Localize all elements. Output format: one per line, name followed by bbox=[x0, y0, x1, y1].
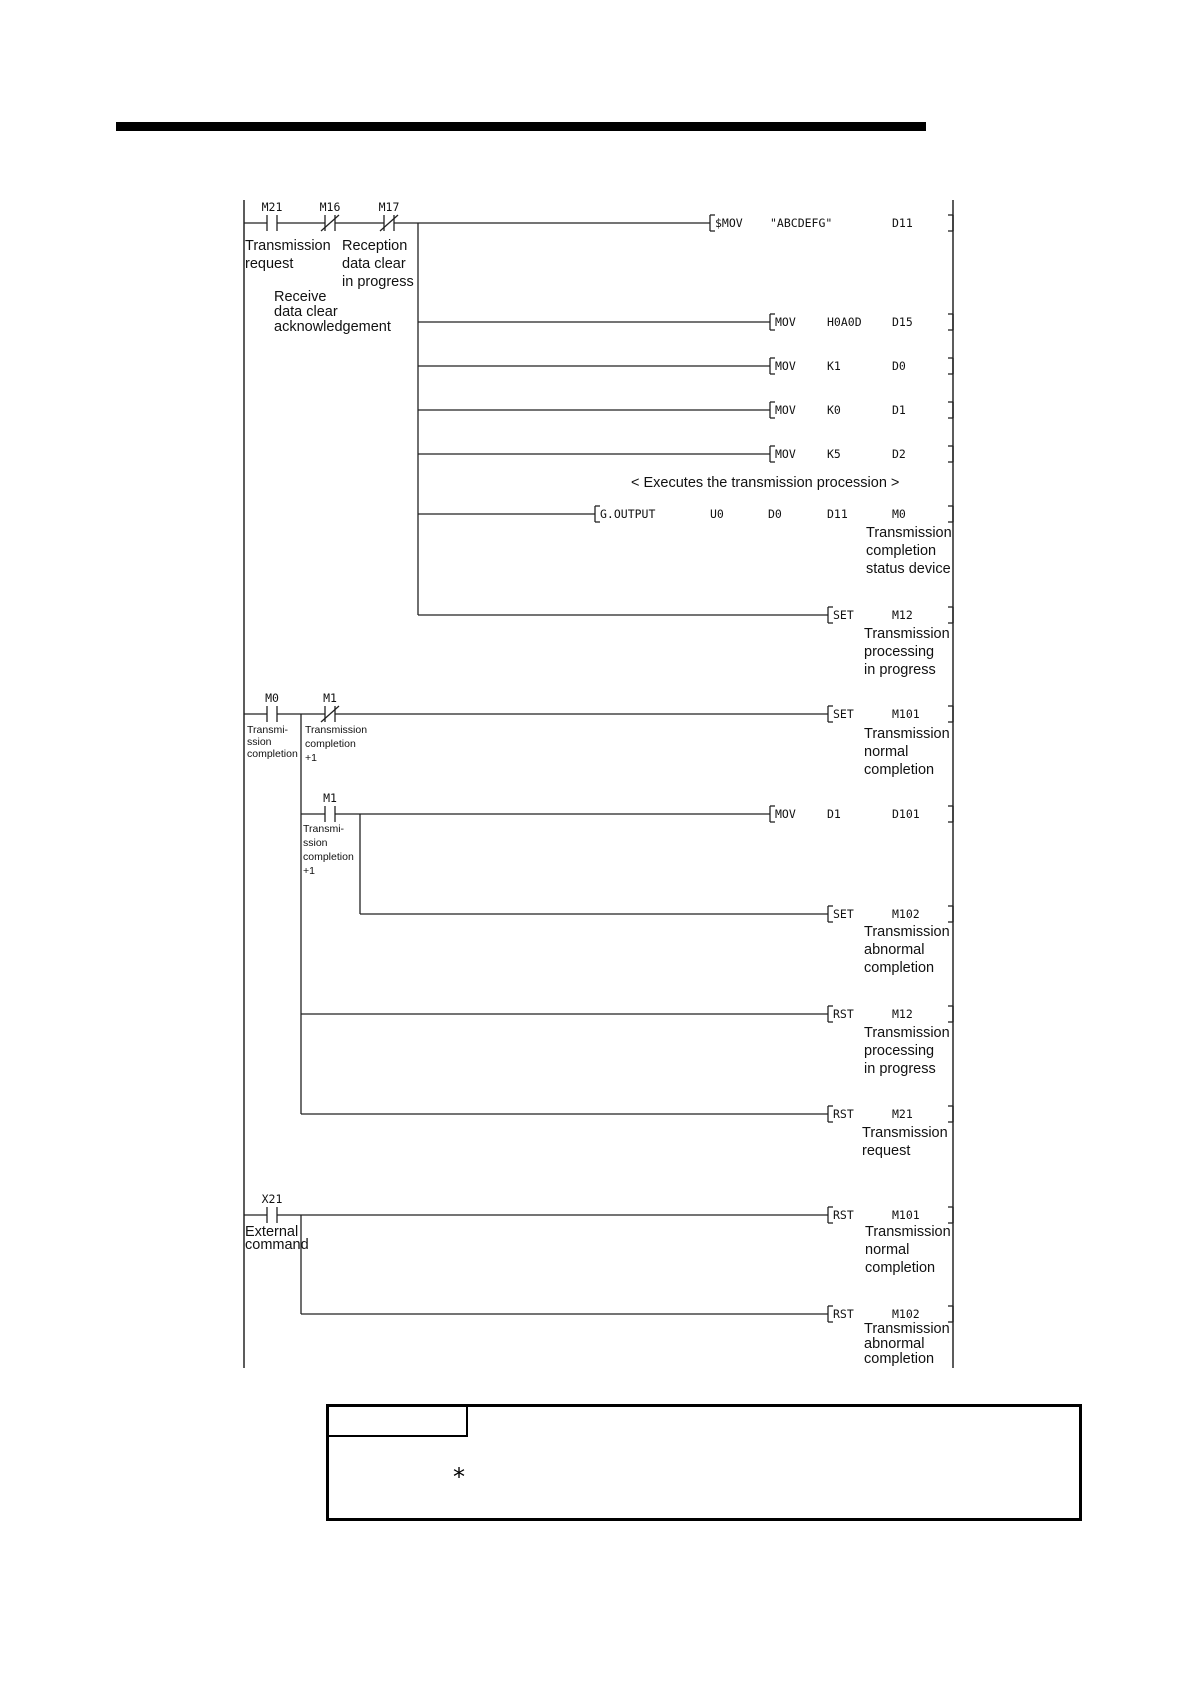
output-rst-m12-instruction: RST bbox=[833, 1007, 854, 1021]
output-mov-d101-operand: D101 bbox=[892, 807, 920, 821]
output-rst-m21-operand: M21 bbox=[892, 1107, 913, 1121]
contact-m16-device: M16 bbox=[319, 200, 341, 214]
set-m102-label: completion bbox=[864, 960, 935, 976]
contact-m1-no-label: +1 bbox=[303, 865, 315, 877]
contact-x21-device: X21 bbox=[261, 1192, 283, 1206]
set-m101-label: normal bbox=[864, 744, 909, 760]
set-m101-label: completion bbox=[864, 762, 935, 778]
note-tab bbox=[329, 1407, 468, 1437]
output-set-m12-operand: M12 bbox=[892, 608, 913, 622]
output-rst-m101-operand: M101 bbox=[892, 1208, 920, 1222]
contact-m1-nc-label: Transmission bbox=[305, 724, 368, 736]
contact-m17-label: Receive bbox=[274, 289, 327, 305]
contact-m16-label: Reception bbox=[342, 238, 408, 254]
contact-m1-nc-label: completion bbox=[305, 738, 356, 750]
output-mov-4-operand: D2 bbox=[892, 447, 906, 461]
rst-m21-label: request bbox=[862, 1143, 911, 1159]
rst-m12-label: in progress bbox=[864, 1061, 936, 1077]
output-goutput-operand: U0 bbox=[710, 507, 724, 521]
output-mov-3-operand: D1 bbox=[892, 403, 906, 417]
output-goutput-instruction: G.OUTPUT bbox=[600, 507, 656, 521]
output-set-m101-operand: M101 bbox=[892, 707, 920, 721]
output-mov-2-operand: K1 bbox=[827, 359, 841, 373]
contact-m16-label: data clear bbox=[342, 256, 406, 272]
contact-m1-no-label: completion bbox=[303, 851, 354, 863]
set-m101-label: Transmission bbox=[864, 726, 950, 742]
contact-m17-label: acknowledgement bbox=[274, 319, 391, 335]
output-mov-1-operand: H0A0D bbox=[827, 315, 862, 329]
rst-m21-label: Transmission bbox=[862, 1125, 948, 1141]
output-mov-2-instruction: MOV bbox=[775, 359, 796, 373]
rst-m12-label: processing bbox=[864, 1043, 935, 1059]
output-rst-m102-instruction: RST bbox=[833, 1307, 854, 1321]
rst-m101-label: normal bbox=[865, 1242, 910, 1258]
set-m102-label: abnormal bbox=[864, 942, 925, 958]
output-smov-operand: "ABCDEFG" bbox=[770, 216, 833, 230]
contact-m0-label: completion bbox=[247, 748, 298, 760]
output-mov-4-instruction: MOV bbox=[775, 447, 796, 461]
note-box bbox=[326, 1404, 1082, 1521]
output-smov-instruction: $MOV bbox=[715, 216, 743, 230]
output-mov-3-operand: K0 bbox=[827, 403, 841, 417]
output-goutput-operand: D11 bbox=[827, 507, 848, 521]
output-set-m102-instruction: SET bbox=[833, 907, 854, 921]
procession-comment: < Executes the transmission procession > bbox=[631, 475, 900, 491]
output-goutput-operand: M0 bbox=[892, 507, 906, 521]
output-rst-m102-operand: M102 bbox=[892, 1307, 920, 1321]
contact-m17-label: data clear bbox=[274, 304, 338, 320]
contact-x21-label: command bbox=[245, 1237, 309, 1253]
output-mov-1-operand: D15 bbox=[892, 315, 913, 329]
contact-m21-device: M21 bbox=[261, 200, 283, 214]
contact-m0-label: ssion bbox=[247, 736, 272, 748]
contact-m1-nc-device: M1 bbox=[323, 691, 337, 705]
contact-m1-no-device: M1 bbox=[323, 791, 337, 805]
note-asterisk: * bbox=[453, 1463, 465, 1491]
output-mov-d101-instruction: MOV bbox=[775, 807, 796, 821]
goutput-label: status device bbox=[866, 561, 951, 577]
contact-x21-label: External bbox=[245, 1224, 299, 1240]
output-mov-d101-operand: D1 bbox=[827, 807, 841, 821]
contact-m1-nc-label: +1 bbox=[305, 752, 317, 764]
set-m12-label: in progress bbox=[864, 662, 936, 678]
contact-m21-label: Transmission bbox=[245, 238, 331, 254]
rst-m102-label: Transmission bbox=[864, 1321, 950, 1337]
contact-m17-device: M17 bbox=[378, 200, 400, 214]
contact-m21-label: request bbox=[245, 256, 294, 272]
output-rst-m101-instruction: RST bbox=[833, 1208, 854, 1222]
output-set-m12-instruction: SET bbox=[833, 608, 854, 622]
goutput-label: Transmission bbox=[866, 525, 952, 541]
rst-m12-label: Transmission bbox=[864, 1025, 950, 1041]
set-m12-label: Transmission bbox=[864, 626, 950, 642]
contact-m0-label: Transmi- bbox=[247, 724, 289, 736]
set-m102-label: Transmission bbox=[864, 924, 950, 940]
output-goutput-operand: D0 bbox=[768, 507, 782, 521]
output-smov-operand: D11 bbox=[892, 216, 913, 230]
output-rst-m21-instruction: RST bbox=[833, 1107, 854, 1121]
output-mov-4-operand: K5 bbox=[827, 447, 841, 461]
output-set-m101-instruction: SET bbox=[833, 707, 854, 721]
contact-m1-no-label: Transmi- bbox=[303, 823, 345, 835]
contact-m0-device: M0 bbox=[265, 691, 279, 705]
output-mov-2-operand: D0 bbox=[892, 359, 906, 373]
set-m12-label: processing bbox=[864, 644, 935, 660]
output-rst-m12-operand: M12 bbox=[892, 1007, 913, 1021]
output-mov-1-instruction: MOV bbox=[775, 315, 796, 329]
output-mov-3-instruction: MOV bbox=[775, 403, 796, 417]
rst-m101-label: Transmission bbox=[865, 1224, 951, 1240]
rst-m102-label: abnormal bbox=[864, 1336, 925, 1352]
contact-m16-label: in progress bbox=[342, 274, 414, 290]
output-set-m102-operand: M102 bbox=[892, 907, 920, 921]
rst-m102-label: completion bbox=[864, 1351, 935, 1367]
contact-m1-no-label: ssion bbox=[303, 837, 328, 849]
rst-m101-label: completion bbox=[865, 1260, 936, 1276]
goutput-label: completion bbox=[866, 543, 937, 559]
